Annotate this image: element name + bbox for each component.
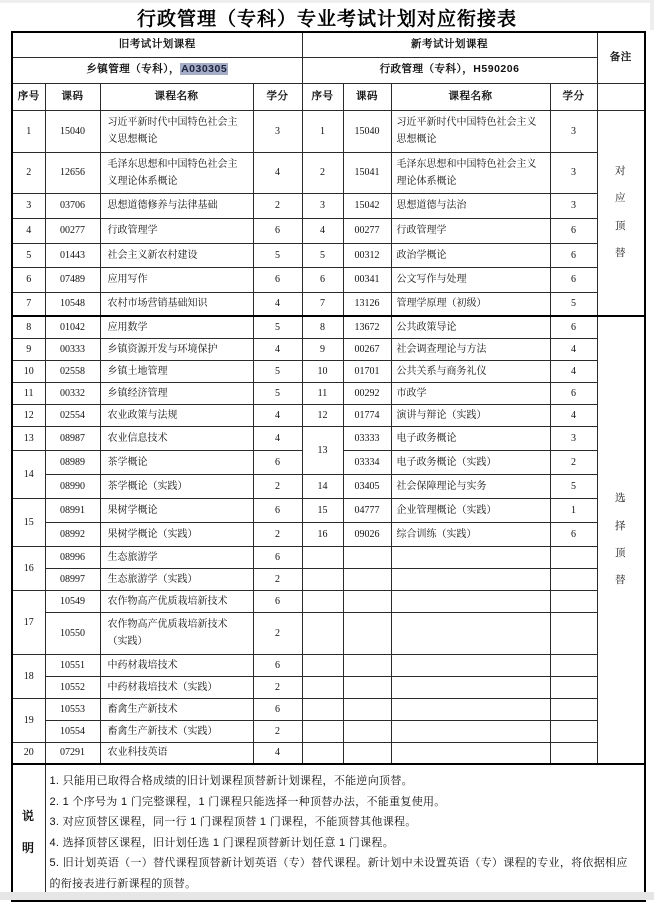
o-name-cell: 社会主义新农村建设 <box>100 243 253 267</box>
n-seq-cell: 5 <box>302 243 343 267</box>
n-code-cell: 13672 <box>343 316 391 338</box>
o-seq-cell: 9 <box>12 338 45 360</box>
o-credit-cell: 6 <box>253 654 302 676</box>
o-credit-cell: 2 <box>253 720 302 742</box>
n-seq-cell <box>302 612 343 654</box>
notes-row <box>12 764 645 901</box>
course-row <box>12 193 645 218</box>
o-name-cell: 农作物高产优质栽培新技术 <box>100 590 253 612</box>
o-credit-cell: 3 <box>253 110 302 152</box>
n-name-cell: 企业管理概论（实践） <box>391 498 550 522</box>
n-code-cell <box>343 676 391 698</box>
n-name-cell <box>391 546 550 568</box>
n-credit-cell: 4 <box>550 360 597 382</box>
o-credit-cell: 2 <box>253 474 302 498</box>
n-seq-cell <box>302 654 343 676</box>
o-credit-cell: 5 <box>253 382 302 404</box>
note-item: 4. 选择顶替区课程，旧计划任选 1 门课程顶替新计划任意 1 门课程。 <box>49 836 394 849</box>
o-credit-cell: 5 <box>253 360 302 382</box>
n-name-cell: 公共关系与商务礼仪 <box>391 360 550 382</box>
course-row <box>12 152 645 193</box>
notes-label: 说明 <box>12 764 45 901</box>
col-header-new-name: 课程名称 <box>391 83 550 110</box>
o-code-cell: 15040 <box>45 110 100 152</box>
n-credit-cell: 5 <box>550 292 597 316</box>
o-code-cell: 02554 <box>45 404 100 426</box>
o-name-cell: 中药材栽培技术（实践） <box>100 676 253 698</box>
n-name-cell <box>391 698 550 720</box>
old-major-cell <box>12 57 302 83</box>
n-seq-cell <box>302 568 343 590</box>
o-name-cell: 思想道德修养与法律基础 <box>100 193 253 218</box>
n-credit-cell: 6 <box>550 316 597 338</box>
o-seq-cell: 1 <box>12 110 45 152</box>
o-code-cell: 08989 <box>45 450 100 474</box>
course-row <box>12 404 645 426</box>
o-seq-cell: 7 <box>12 292 45 316</box>
remark-section-a: 对应顶替 <box>597 110 645 316</box>
o-code-cell: 01042 <box>45 316 100 338</box>
o-credit-cell: 6 <box>253 450 302 474</box>
o-credit-cell: 6 <box>253 267 302 292</box>
n-name-cell: 公文写作与处理 <box>391 267 550 292</box>
n-code-cell <box>343 590 391 612</box>
n-credit-cell: 6 <box>550 522 597 546</box>
course-row <box>12 698 645 720</box>
major-row <box>12 57 645 83</box>
course-row <box>12 382 645 404</box>
n-code-cell: 03334 <box>343 450 391 474</box>
n-code-cell: 15040 <box>343 110 391 152</box>
n-seq-cell: 16 <box>302 522 343 546</box>
n-seq-cell: 7 <box>302 292 343 316</box>
o-seq-cell: 6 <box>12 267 45 292</box>
n-credit-cell: 5 <box>550 474 597 498</box>
n-code-cell: 00312 <box>343 243 391 267</box>
o-name-cell: 应用写作 <box>100 267 253 292</box>
o-credit-cell: 6 <box>253 218 302 243</box>
o-seq-cell: 13 <box>12 426 45 450</box>
note-item: 1. 只能用已取得合格成绩的旧计划课程顶替新计划课程，不能逆向顶替。 <box>49 775 413 787</box>
course-row <box>12 742 645 764</box>
n-code-cell <box>343 612 391 654</box>
o-code-cell: 07489 <box>45 267 100 292</box>
correspondence-table <box>11 31 646 902</box>
o-seq-cell: 15 <box>12 498 45 546</box>
o-code-cell: 10553 <box>45 698 100 720</box>
n-credit-cell <box>550 546 597 568</box>
n-code-cell <box>343 546 391 568</box>
o-credit-cell: 6 <box>253 498 302 522</box>
o-credit-cell: 2 <box>253 612 302 654</box>
course-row <box>12 338 645 360</box>
n-code-cell: 00341 <box>343 267 391 292</box>
n-seq-cell: 12 <box>302 404 343 426</box>
table-header-row <box>12 32 645 57</box>
course-row <box>12 676 645 698</box>
n-credit-cell <box>550 698 597 720</box>
col-header-new-code: 课码 <box>343 83 391 110</box>
o-seq-cell: 3 <box>12 193 45 218</box>
n-credit-cell <box>550 742 597 764</box>
n-code-cell <box>343 698 391 720</box>
o-credit-cell: 4 <box>253 426 302 450</box>
o-code-cell: 10554 <box>45 720 100 742</box>
n-name-cell: 政治学概论 <box>391 243 550 267</box>
o-seq-cell: 12 <box>12 404 45 426</box>
top-edge <box>0 0 654 3</box>
o-credit-cell: 6 <box>253 546 302 568</box>
n-name-cell: 公共政策导论 <box>391 316 550 338</box>
n-credit-cell: 3 <box>550 152 597 193</box>
n-code-cell <box>343 654 391 676</box>
n-seq-cell: 2 <box>302 152 343 193</box>
o-credit-cell: 4 <box>253 404 302 426</box>
o-code-cell: 01443 <box>45 243 100 267</box>
bottom-edge <box>0 892 654 900</box>
o-seq-cell: 14 <box>12 450 45 498</box>
o-code-cell: 12656 <box>45 152 100 193</box>
new-major-cell: 行政管理（专科），H590206 <box>302 57 597 83</box>
o-name-cell: 茶学概论（实践） <box>100 474 253 498</box>
n-name-cell: 习近平新时代中国特色社会主义思想概论 <box>391 110 550 152</box>
remark-header: 备注 <box>597 32 645 83</box>
n-credit-cell <box>550 568 597 590</box>
o-code-cell: 10551 <box>45 654 100 676</box>
course-row <box>12 110 645 152</box>
o-code-cell: 07291 <box>45 742 100 764</box>
o-name-cell: 农业信息技术 <box>100 426 253 450</box>
o-name-cell: 生态旅游学 <box>100 546 253 568</box>
n-code-cell: 01774 <box>343 404 391 426</box>
n-seq-cell: 8 <box>302 316 343 338</box>
column-header-row <box>12 83 645 110</box>
n-name-cell: 毛泽东思想和中国特色社会主义理论体系概论 <box>391 152 550 193</box>
o-credit-cell: 6 <box>253 698 302 720</box>
n-name-cell <box>391 742 550 764</box>
o-name-cell: 畜禽生产新技术 <box>100 698 253 720</box>
o-code-cell: 00332 <box>45 382 100 404</box>
o-name-cell: 中药材栽培技术 <box>100 654 253 676</box>
o-seq-cell: 11 <box>12 382 45 404</box>
o-credit-cell: 4 <box>253 742 302 764</box>
o-seq-cell: 5 <box>12 243 45 267</box>
n-credit-cell <box>550 654 597 676</box>
o-seq-cell: 4 <box>12 218 45 243</box>
n-credit-cell: 6 <box>550 243 597 267</box>
o-code-cell: 10550 <box>45 612 100 654</box>
n-seq-cell: 11 <box>302 382 343 404</box>
o-code-cell: 03706 <box>45 193 100 218</box>
o-name-cell: 乡镇资源开发与环境保护 <box>100 338 253 360</box>
n-credit-cell: 6 <box>550 382 597 404</box>
n-code-cell: 13126 <box>343 292 391 316</box>
n-seq-cell: 4 <box>302 218 343 243</box>
n-name-cell: 管理学原理（初级） <box>391 292 550 316</box>
n-name-cell: 电子政务概论（实践） <box>391 450 550 474</box>
n-credit-cell: 3 <box>550 426 597 450</box>
n-code-cell: 01701 <box>343 360 391 382</box>
n-name-cell <box>391 676 550 698</box>
o-name-cell: 习近平新时代中国特色社会主义思想概论 <box>100 110 253 152</box>
n-code-cell: 00267 <box>343 338 391 360</box>
o-code-cell: 08996 <box>45 546 100 568</box>
n-credit-cell <box>550 590 597 612</box>
course-row <box>12 474 645 498</box>
n-code-cell <box>343 720 391 742</box>
n-name-cell: 行政管理学 <box>391 218 550 243</box>
note-item: 2. 1 个序号为 1 门完整课程，1 门课程只能选择一种顶替办法，不能重复使用。 <box>49 795 446 808</box>
n-seq-cell: 9 <box>302 338 343 360</box>
n-name-cell: 社会保障理论与实务 <box>391 474 550 498</box>
n-seq-cell <box>302 742 343 764</box>
o-code-cell: 10548 <box>45 292 100 316</box>
n-credit-cell: 6 <box>550 267 597 292</box>
notes-body <box>45 764 645 901</box>
n-name-cell <box>391 568 550 590</box>
n-credit-cell <box>550 676 597 698</box>
o-code-cell: 00333 <box>45 338 100 360</box>
o-seq-cell: 19 <box>12 698 45 742</box>
course-row <box>12 546 645 568</box>
n-credit-cell: 2 <box>550 450 597 474</box>
n-seq-cell: 6 <box>302 267 343 292</box>
o-credit-cell: 4 <box>253 338 302 360</box>
o-credit-cell: 6 <box>253 590 302 612</box>
o-name-cell: 果树学概论 <box>100 498 253 522</box>
o-name-cell: 农作物高产优质栽培新技术（实践） <box>100 612 253 654</box>
o-credit-cell: 2 <box>253 568 302 590</box>
n-seq-cell <box>302 698 343 720</box>
o-name-cell: 乡镇土地管理 <box>100 360 253 382</box>
o-code-cell: 08991 <box>45 498 100 522</box>
n-name-cell: 演讲与辩论（实践） <box>391 404 550 426</box>
col-header-old-code: 课码 <box>45 83 100 110</box>
n-name-cell <box>391 612 550 654</box>
n-seq-cell: 14 <box>302 474 343 498</box>
old-major-name: 乡镇管理（专科）， <box>86 63 181 76</box>
n-code-cell: 09026 <box>343 522 391 546</box>
note-item: 3. 对应顶替区课程，同一行 1 门课程顶替 1 门课程，不能顶替其他课程。 <box>49 816 417 828</box>
n-name-cell: 电子政务概论 <box>391 426 550 450</box>
o-seq-cell: 10 <box>12 360 45 382</box>
n-code-cell: 04777 <box>343 498 391 522</box>
o-credit-cell: 2 <box>253 522 302 546</box>
o-seq-cell: 18 <box>12 654 45 698</box>
o-credit-cell: 4 <box>253 292 302 316</box>
o-code-cell: 08992 <box>45 522 100 546</box>
n-name-cell: 思想道德与法治 <box>391 193 550 218</box>
o-code-cell: 08990 <box>45 474 100 498</box>
n-credit-cell: 4 <box>550 404 597 426</box>
note-item: 5. 旧计划英语（一）替代课程顶替新计划英语（专）替代课程。新计划中未设置英语（专）课程的专业，将依据相应的衔接表进行新课程的顶替。 <box>49 857 628 890</box>
o-name-cell: 农业科技英语 <box>100 742 253 764</box>
o-credit-cell: 2 <box>253 193 302 218</box>
o-credit-cell: 5 <box>253 243 302 267</box>
course-row <box>12 426 645 450</box>
o-seq-cell: 2 <box>12 152 45 193</box>
course-row <box>12 498 645 522</box>
course-row <box>12 612 645 654</box>
document-title: 行政管理（专科）专业考试计划对应衔接表 <box>136 9 517 30</box>
o-name-cell: 畜禽生产新技术（实践） <box>100 720 253 742</box>
n-code-cell <box>343 742 391 764</box>
n-seq-cell <box>302 676 343 698</box>
n-code-cell: 03333 <box>343 426 391 450</box>
o-name-cell: 农业政策与法规 <box>100 404 253 426</box>
col-header-new-seq: 序号 <box>302 83 343 110</box>
n-credit-cell <box>550 720 597 742</box>
old-plan-header: 旧考试计划课程 <box>12 32 302 57</box>
n-seq-cell <box>302 546 343 568</box>
o-credit-cell: 5 <box>253 316 302 338</box>
course-row <box>12 568 645 590</box>
col-header-old-name: 课程名称 <box>100 83 253 110</box>
course-row <box>12 522 645 546</box>
n-seq-cell: 1 <box>302 110 343 152</box>
n-name-cell <box>391 654 550 676</box>
course-row <box>12 316 645 338</box>
o-code-cell: 10549 <box>45 590 100 612</box>
n-code-cell: 00292 <box>343 382 391 404</box>
o-code-cell: 08997 <box>45 568 100 590</box>
n-credit-cell <box>550 612 597 654</box>
o-seq-cell: 17 <box>12 590 45 654</box>
n-credit-cell: 4 <box>550 338 597 360</box>
course-row <box>12 720 645 742</box>
n-seq-cell: 13 <box>302 426 343 474</box>
remark-section-b: 选择顶替 <box>597 316 645 764</box>
n-code-cell: 00277 <box>343 218 391 243</box>
course-row <box>12 292 645 316</box>
o-credit-cell: 4 <box>253 152 302 193</box>
course-row <box>12 360 645 382</box>
course-row <box>12 590 645 612</box>
n-seq-cell: 3 <box>302 193 343 218</box>
n-name-cell <box>391 590 550 612</box>
course-row <box>12 218 645 243</box>
o-name-cell: 生态旅游学（实践） <box>100 568 253 590</box>
o-name-cell: 应用数学 <box>100 316 253 338</box>
n-credit-cell: 6 <box>550 218 597 243</box>
n-code-cell <box>343 568 391 590</box>
n-name-cell: 社会调查理论与方法 <box>391 338 550 360</box>
o-name-cell: 茶学概论 <box>100 450 253 474</box>
o-name-cell: 农村市场营销基础知识 <box>100 292 253 316</box>
o-seq-cell: 20 <box>12 742 45 764</box>
n-code-cell: 15041 <box>343 152 391 193</box>
o-code-cell: 10552 <box>45 676 100 698</box>
n-name-cell: 市政学 <box>391 382 550 404</box>
o-name-cell: 行政管理学 <box>100 218 253 243</box>
o-credit-cell: 2 <box>253 676 302 698</box>
o-seq-cell: 16 <box>12 546 45 590</box>
n-credit-cell: 3 <box>550 193 597 218</box>
n-credit-cell: 3 <box>550 110 597 152</box>
n-credit-cell: 1 <box>550 498 597 522</box>
course-row <box>12 267 645 292</box>
n-name-cell <box>391 720 550 742</box>
course-row <box>12 243 645 267</box>
old-major-code-highlight: A030305 <box>181 63 228 76</box>
n-seq-cell: 10 <box>302 360 343 382</box>
o-code-cell: 00277 <box>45 218 100 243</box>
new-plan-header: 新考试计划课程 <box>302 32 597 57</box>
o-code-cell: 02558 <box>45 360 100 382</box>
col-header-remark-empty <box>597 83 645 110</box>
col-header-old-credit: 学分 <box>253 83 302 110</box>
n-seq-cell <box>302 590 343 612</box>
n-code-cell: 15042 <box>343 193 391 218</box>
n-seq-cell: 15 <box>302 498 343 522</box>
o-name-cell: 毛泽东思想和中国特色社会主义理论体系概论 <box>100 152 253 193</box>
course-row <box>12 654 645 676</box>
o-name-cell: 乡镇经济管理 <box>100 382 253 404</box>
n-name-cell: 综合训练（实践） <box>391 522 550 546</box>
col-header-old-seq: 序号 <box>12 83 45 110</box>
n-code-cell: 03405 <box>343 474 391 498</box>
col-header-new-credit: 学分 <box>550 83 597 110</box>
o-seq-cell: 8 <box>12 316 45 338</box>
o-code-cell: 08987 <box>45 426 100 450</box>
n-seq-cell <box>302 720 343 742</box>
o-name-cell: 果树学概论（实践） <box>100 522 253 546</box>
